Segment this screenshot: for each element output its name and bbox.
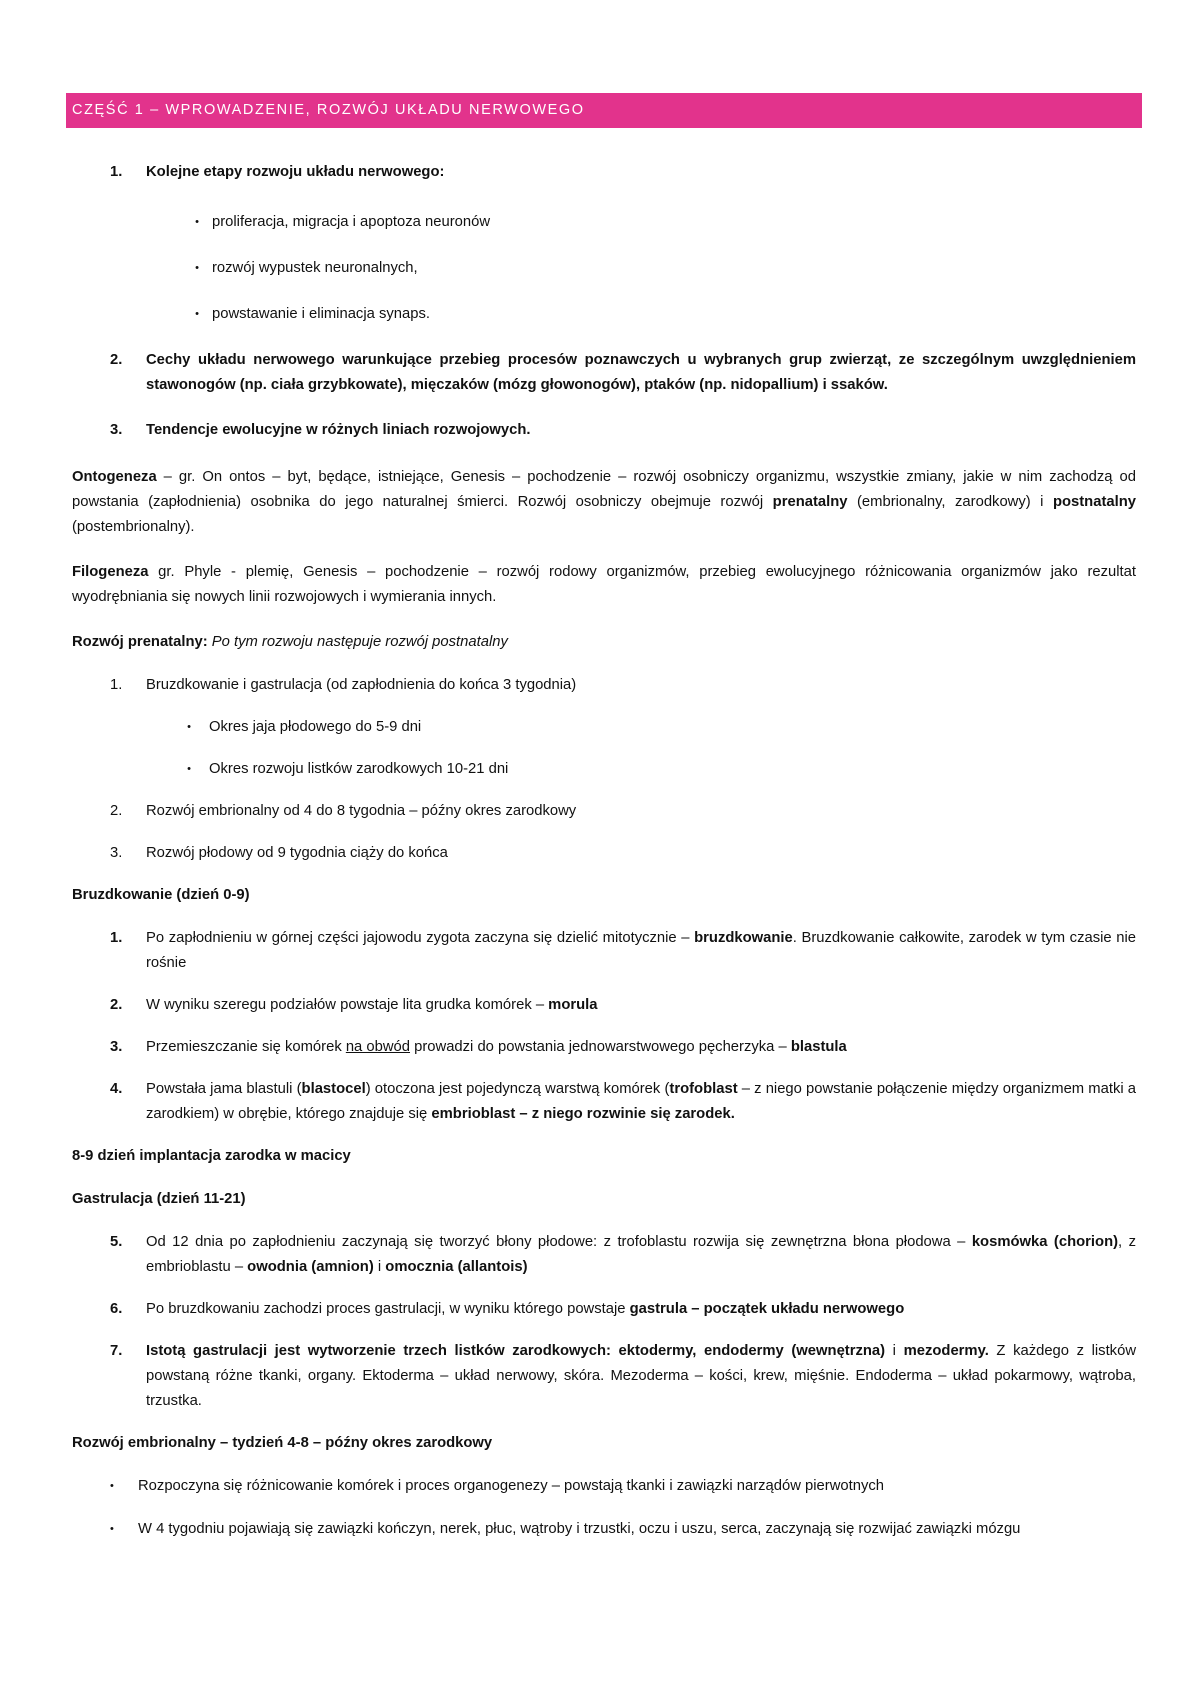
- list-item: [72, 418, 1136, 465]
- list-text: Rozwój embrionalny od 4 do 8 tygodnia – późny okres zarodkowy: [146, 803, 577, 819]
- bullet-item: [72, 256, 1136, 302]
- list-item: [72, 926, 1136, 993]
- bullet-icon: •: [187, 763, 191, 775]
- bullet-item: [72, 715, 1136, 757]
- bullet-icon: •: [110, 1523, 114, 1535]
- bullet-icon: •: [195, 216, 199, 228]
- bruzdkowanie-heading: [72, 883, 1136, 926]
- list-text: Przemieszczanie się komórek na obwód prowadzi do powstania jednowarstwowego pęcherzyka – blastula: [146, 1039, 847, 1055]
- term-postnatalny: postnatalny: [1052, 494, 1136, 510]
- bullet-item: [72, 1474, 1136, 1517]
- list-number: 5.: [110, 1234, 123, 1250]
- bullet-item: [72, 302, 1136, 348]
- list-text: Od 12 dnia po zapłodnieniu zaczynają się tworzyć błony płodowe: z trofoblastu rozwija się zewnętrzna błona płodowa – kosmówka (chorion), z embrioblastu – owodnia (amnion) i omocznia (allantois): [146, 1234, 1136, 1275]
- list-item: [72, 1230, 1136, 1297]
- list-number: 1.: [110, 677, 123, 693]
- list-text: Rozwój płodowy od 9 tygodnia ciąży do końca: [146, 845, 448, 861]
- bullet-icon: •: [110, 1480, 114, 1492]
- list-item: [72, 993, 1136, 1035]
- list-text: Powstała jama blastuli (blastocel) otoczona jest pojedynczą warstwą komórek (trofoblast – z niego powstanie połączenie między organizmem matki a zarodkiem) w obrębie, którego znajduje się embrioblast – z niego rozwinie się zarodek.: [146, 1081, 1137, 1122]
- list-item: [72, 1035, 1136, 1077]
- term-prenatal: Rozwój prenatalny:: [72, 634, 208, 650]
- heading-text: 8-9 dzień implantacja zarodka w macicy: [72, 1148, 351, 1164]
- paragraph-text: – gr. On ontos – byt, będące, istniejące, Genesis – pochodzenie – rozwój osobniczy organizmu, wszystkie zmiany, jakie w nim zachodzą od powstania (zapłodnienia) osobnika do jego naturalnej śmierci. Rozwój osobniczy obejmuje rozwój: [72, 469, 1136, 510]
- filogeneza-paragraph: [72, 560, 1136, 630]
- bullet-icon: •: [195, 308, 199, 320]
- list-number: 3.: [110, 1039, 123, 1055]
- list-item: [72, 841, 1136, 883]
- bullet-icon: •: [187, 721, 191, 733]
- bullet-item: [72, 1517, 1136, 1560]
- bullet-item: [72, 210, 1136, 256]
- list-item: [72, 1297, 1136, 1339]
- heading-text: Bruzdkowanie (dzień 0-9): [72, 887, 250, 903]
- term-prenatalny: prenatalny: [772, 494, 848, 510]
- term-filogeneza: Filogeneza: [72, 564, 149, 580]
- document-content: [72, 160, 1136, 1560]
- bullet-text: rozwój wypustek neuronalnych,: [212, 260, 418, 276]
- list-number: 4.: [110, 1081, 123, 1097]
- bullet-text: proliferacja, migracja i apoptoza neuronów: [212, 214, 491, 230]
- list-text: Bruzdkowanie i gastrulacja (od zapłodnienia do końca 3 tygodnia): [146, 677, 577, 693]
- paragraph-text: (postembrionalny).: [72, 519, 195, 535]
- implantation-heading: [72, 1144, 1136, 1187]
- bullet-item: [72, 757, 1136, 799]
- list-item: [72, 348, 1136, 418]
- paragraph-text: (embrionalny, zarodkowy) i: [847, 494, 1053, 510]
- paragraph-text: gr. Phyle - plemię, Genesis – pochodzenie – rozwój rodowy organizmów, przebieg ewolucyjnego różnicowania organizmów jako rezultat wyodrębniania się nowych linii rozwojowych i wymierania innych.: [72, 564, 1136, 605]
- gastrulacja-heading: [72, 1187, 1136, 1230]
- list-item: [72, 799, 1136, 841]
- prenatal-heading: [72, 630, 1136, 673]
- bullet-text: Rozpoczyna się różnicowanie komórek i proces organogenezy – powstają tkanki i zawiązki narządów pierwotnych: [138, 1478, 884, 1494]
- list-number: 2.: [110, 997, 123, 1013]
- list-number: 2.: [110, 803, 123, 819]
- bullet-text: Okres jaja płodowego do 5-9 dni: [209, 719, 422, 735]
- bullet-text: Okres rozwoju listków zarodkowych 10-21 dni: [209, 761, 509, 777]
- list-text: Tendencje ewolucyjne w różnych liniach rozwojowych.: [146, 422, 531, 438]
- list-text: Po zapłodnieniu w górnej części jajowodu zygota zaczyna się dzielić mitotycznie – bruzdkowanie. Bruzdkowanie całkowite, zarodek w tym czasie nie rośnie: [146, 930, 1136, 971]
- prenatal-note: Po tym rozwoju następuje rozwój postnatalny: [207, 634, 508, 650]
- heading-text: Rozwój embrionalny – tydzień 4-8 – późny okres zarodkowy: [72, 1435, 493, 1451]
- bullet-icon: •: [195, 262, 199, 274]
- list-item: [72, 1077, 1136, 1144]
- term-ontogeneza: Ontogeneza: [72, 469, 157, 485]
- heading-text: Gastrulacja (dzień 11-21): [72, 1191, 246, 1207]
- list-number: 1.: [110, 930, 123, 946]
- section-header: CZĘŚĆ 1 – WPROWADZENIE, ROZWÓJ UKŁADU NERWOWEGO: [66, 93, 1142, 128]
- list-item: [72, 673, 1136, 715]
- list-text: Cechy układu nerwowego warunkujące przebieg procesów poznawczych u wybranych grup zwierząt, ze szczególnym uwzględnieniem stawonogów (np. ciała grzybkowate), mięczaków (mózg głowonogów), ptaków (np. nidopallium) i ssaków.: [146, 352, 1136, 393]
- list-number: 3.: [110, 422, 123, 438]
- list-item: [72, 160, 1136, 210]
- ontogeneza-paragraph: [72, 465, 1136, 560]
- list-text: Po bruzdkowaniu zachodzi proces gastrulacji, w wyniku którego powstaje gastrula – początek układu nerwowego: [146, 1301, 905, 1317]
- list-text: W wyniku szeregu podziałów powstaje lita grudka komórek – morula: [146, 997, 598, 1013]
- list-number: 6.: [110, 1301, 123, 1317]
- bullet-text: powstawanie i eliminacja synaps.: [212, 306, 430, 322]
- list-text: Kolejne etapy rozwoju układu nerwowego:: [146, 164, 445, 180]
- embrionalny-heading: [72, 1431, 1136, 1474]
- list-item: [72, 1339, 1136, 1431]
- list-number: 2.: [110, 352, 123, 368]
- list-text: Istotą gastrulacji jest wytworzenie trzech listków zarodkowych: ektodermy, endodermy (wewnętrzna) i mezodermy. Z każdego z listków powstaną różne tkanki, organy. Ektoderma – układ nerwowy, skóra. Mezoderma – kości, krew, mięśnie. Endoderma – układ pokarmowy, wątroba, trzustka.: [146, 1343, 1137, 1409]
- list-number: 7.: [110, 1343, 123, 1359]
- list-number: 1.: [110, 164, 123, 180]
- list-number: 3.: [110, 845, 123, 861]
- bullet-text: W 4 tygodniu pojawiają się zawiązki kończyn, nerek, płuc, wątroby i trzustki, oczu i uszu, serca, zaczynają się rozwijać zawiązki mózgu: [138, 1521, 1021, 1537]
